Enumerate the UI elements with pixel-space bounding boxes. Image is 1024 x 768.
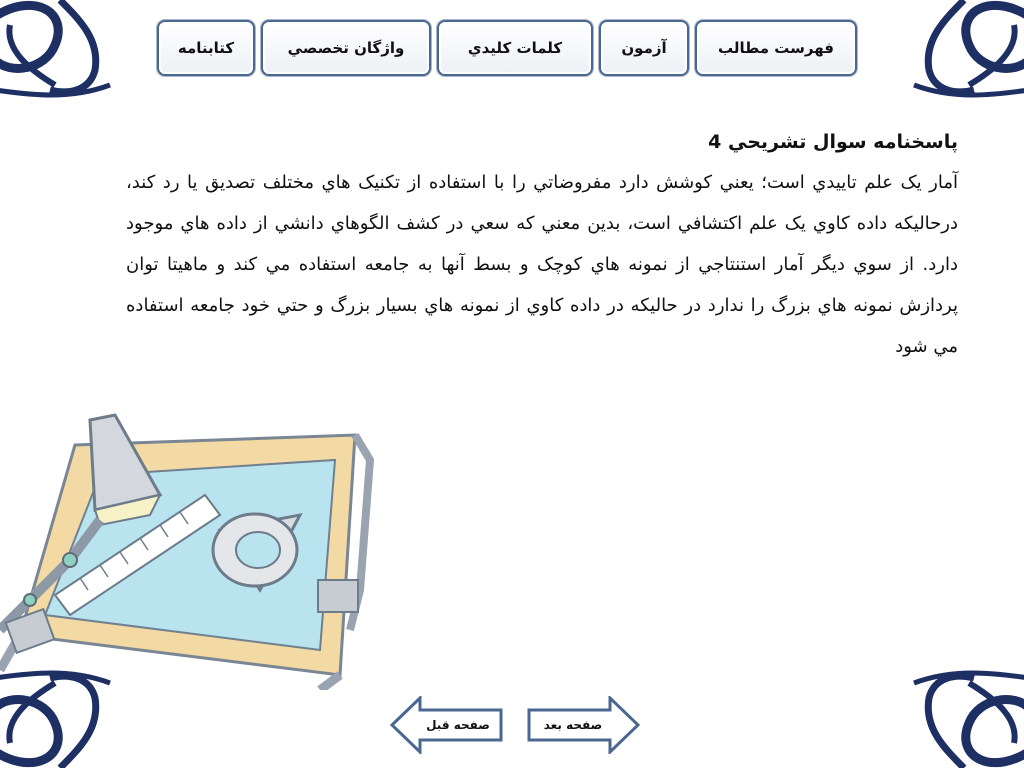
nav-quiz-button[interactable]: آزمون [599,20,689,76]
drafting-table-illustration [0,400,380,690]
page-title: پاسخنامه سوال تشريحي 4 [708,131,958,153]
nav-bibliography-button[interactable]: کتابنامه [157,20,255,76]
previous-page-label: صفحه قبل [426,718,490,732]
nav-keywords-button[interactable]: کلمات کليدي [437,20,593,76]
top-navigation [157,20,857,76]
next-page-label: صفحه بعد [543,718,603,732]
next-page-button[interactable] [527,696,640,754]
nav-contents-button[interactable]: فهرست مطالب [695,20,857,76]
answer-content [126,128,958,367]
nav-glossary-button[interactable]: واژگان تخصصي [261,20,431,76]
answer-body: آمار یک علم تاييدي است؛ يعني كوشش دارد مفروضاتي را با استفاده از تكنيک هاي مختلف تصديق يا رد كند، درحاليكه داده كاوي يک علم اكتشافي است، بدين معني كه سعي در كشف الگوهاي دانشي از داده هاي موجود دارد. از سوي ديگر آمار استنتاجي از نمونه هاي كوچک و بسط آنها به جامعه استفاده مي كند و ماهيتا توان پردازش نمونه هاي بزرگ را ندارد در حاليكه در داده كاوي از نمونه هاي بسيار بزرگ و حتي خود جامعه استفاده مي شود [126,172,958,357]
corner-ornament-top-right [904,0,1024,100]
previous-page-button[interactable] [390,696,503,754]
corner-ornament-top-left [0,0,120,100]
corner-ornament-bottom-right [904,668,1024,768]
